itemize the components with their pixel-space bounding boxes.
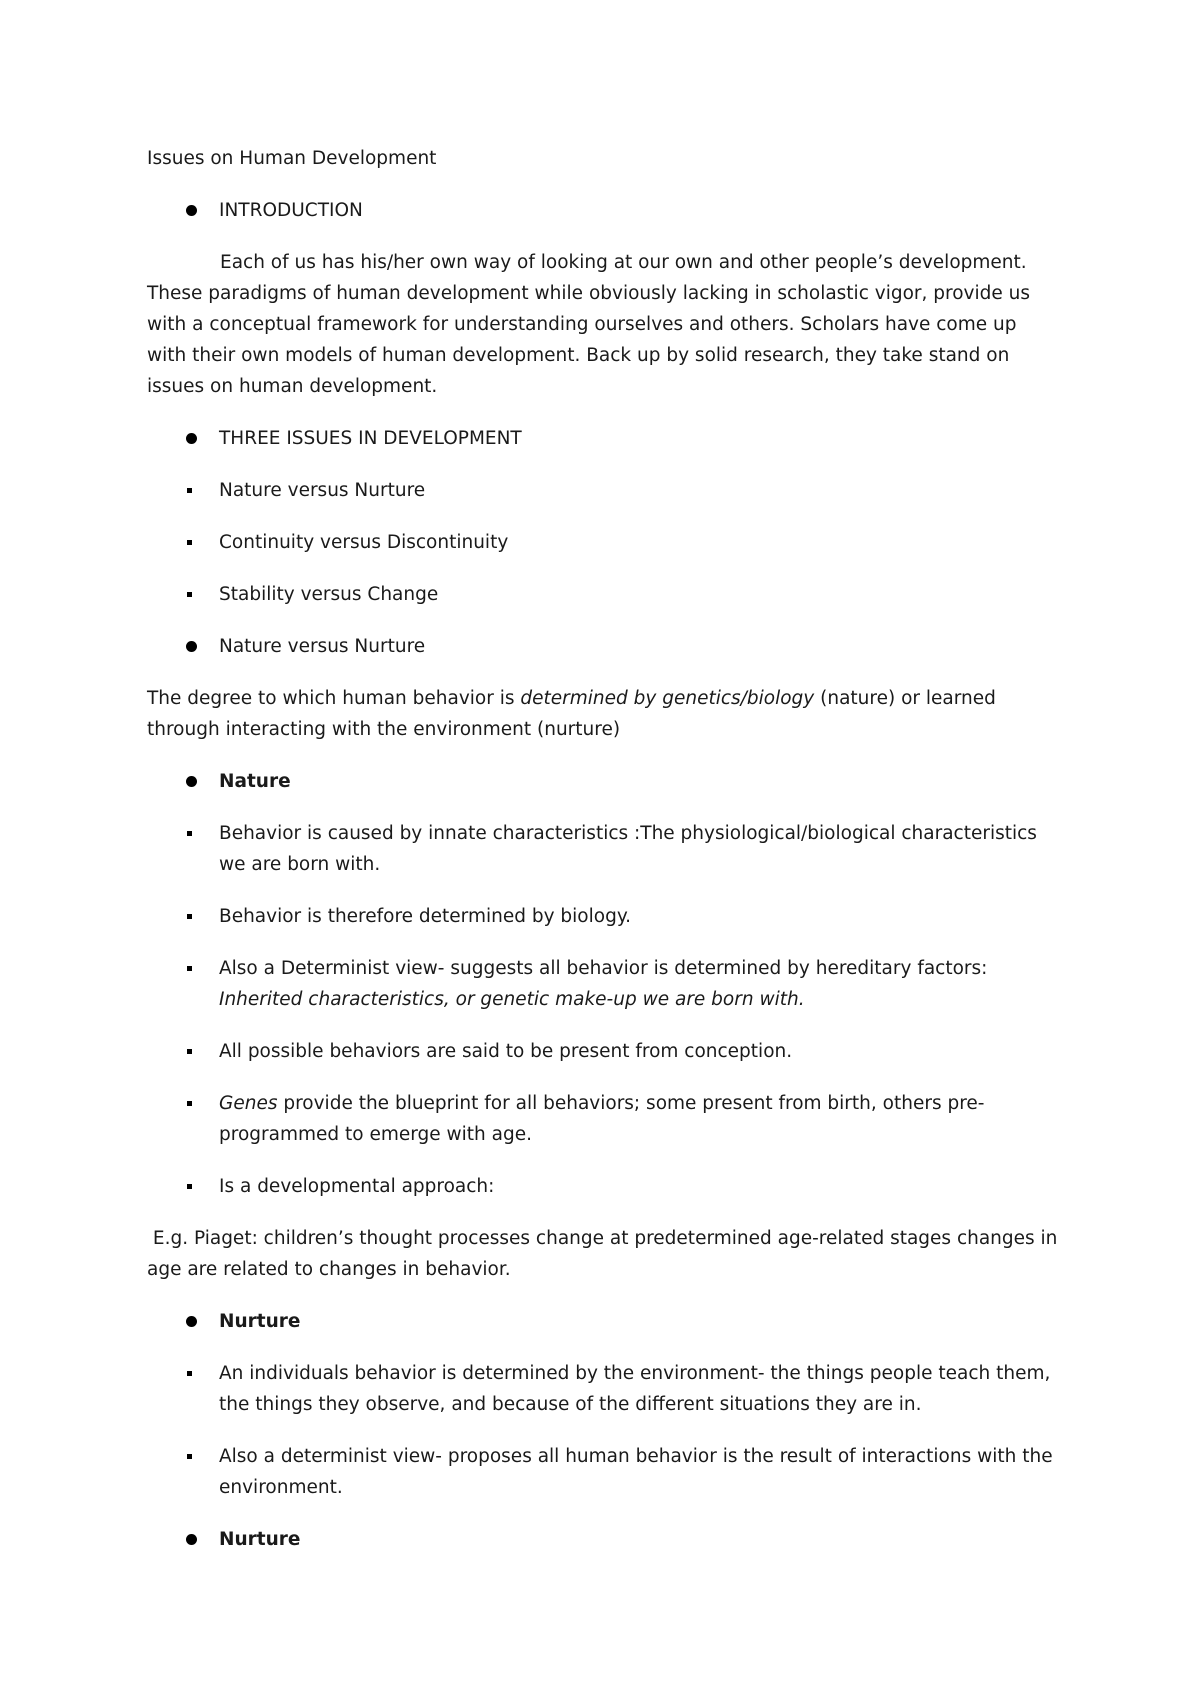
nature-item	[147, 953, 1060, 1015]
issue-item	[147, 579, 1060, 610]
item-emphasis: Inherited characteristics, or genetic make-up we are born with.	[219, 989, 805, 1010]
square-bullet-icon	[187, 540, 192, 545]
definition-paragraph	[147, 683, 1060, 745]
item-text: Behavior is therefore determined by biology.	[219, 906, 632, 927]
item-text: Behavior is caused by innate characteristics :The physiological/biological characteristics we are born with.	[219, 823, 1037, 875]
section-heading-nature	[147, 766, 1060, 797]
item-text: provide the blueprint for all behaviors; some present from birth, others pre-programmed to emerge with age.	[219, 1093, 985, 1145]
nurture-item	[147, 1441, 1060, 1503]
square-bullet-icon	[187, 1371, 192, 1376]
issue-text: Continuity versus Discontinuity	[219, 532, 509, 553]
definition-text: (nature) or learned through interacting with the environment (nurture)	[147, 688, 996, 740]
item-text: Also a determinist view- proposes all human behavior is the result of interactions with the environment.	[219, 1446, 1053, 1498]
heading-text: Nurture	[219, 1311, 301, 1332]
round-bullet-icon	[186, 205, 197, 216]
nature-item	[147, 1088, 1060, 1150]
square-bullet-icon	[187, 831, 192, 836]
round-bullet-icon	[186, 1534, 197, 1545]
item-text: Is a developmental approach:	[219, 1176, 495, 1197]
nature-item	[147, 818, 1060, 880]
issue-item	[147, 527, 1060, 558]
nature-item	[147, 1036, 1060, 1067]
heading-text: INTRODUCTION	[219, 200, 363, 221]
item-text: Also a Determinist view- suggests all behavior is determined by hereditary factors:	[219, 958, 988, 979]
round-bullet-icon	[186, 1316, 197, 1327]
document-title: Issues on Human Development	[147, 148, 437, 169]
definition-emphasis: determined by genetics/biology	[520, 688, 815, 709]
square-bullet-icon	[187, 914, 192, 919]
item-text: An individuals behavior is determined by the environment- the things people teach them, the things they observe, and because of the different situations they are in.	[219, 1363, 1051, 1415]
square-bullet-icon	[187, 592, 192, 597]
square-bullet-icon	[187, 1454, 192, 1459]
heading-text: Nurture	[219, 1529, 301, 1550]
nature-item	[147, 901, 1060, 932]
square-bullet-icon	[187, 1184, 192, 1189]
heading-text: Nature versus Nurture	[219, 636, 426, 657]
square-bullet-icon	[187, 488, 192, 493]
round-bullet-icon	[186, 433, 197, 444]
nurture-item	[147, 1358, 1060, 1420]
section-heading-nurture-2	[147, 1524, 1060, 1555]
definition-text: The degree to which human behavior is	[147, 688, 521, 709]
heading-text: Nature	[219, 771, 291, 792]
issue-text: Stability versus Change	[219, 584, 439, 605]
example-paragraph: E.g. Piaget: children’s thought processes change at predetermined age-related stages changes in age are related to changes in behavior.	[147, 1228, 1064, 1280]
round-bullet-icon	[186, 776, 197, 787]
square-bullet-icon	[187, 1101, 192, 1106]
section-heading-nature-versus-nurture	[147, 631, 1060, 662]
issue-text: Nature versus Nurture	[219, 480, 426, 501]
intro-paragraph: Each of us has his/her own way of looking at our own and other people’s development. These paradigms of human development while obviously lacking in scholastic vigor, provide us with a conceptual framework for understanding ourselves and others. Scholars have come up with their own models of human development. Back up by solid research, they take stand on issues on human development.	[147, 252, 1030, 397]
square-bullet-icon	[187, 966, 192, 971]
item-text: All possible behaviors are said to be present from conception.	[219, 1041, 793, 1062]
section-heading-three-issues	[147, 423, 1060, 454]
section-heading-nurture	[147, 1306, 1060, 1337]
round-bullet-icon	[186, 641, 197, 652]
nature-item	[147, 1171, 1060, 1202]
issue-item	[147, 475, 1060, 506]
square-bullet-icon	[187, 1049, 192, 1054]
section-heading-introduction	[147, 195, 1060, 226]
heading-text: THREE ISSUES IN DEVELOPMENT	[219, 428, 522, 449]
item-emphasis: Genes	[219, 1093, 278, 1114]
